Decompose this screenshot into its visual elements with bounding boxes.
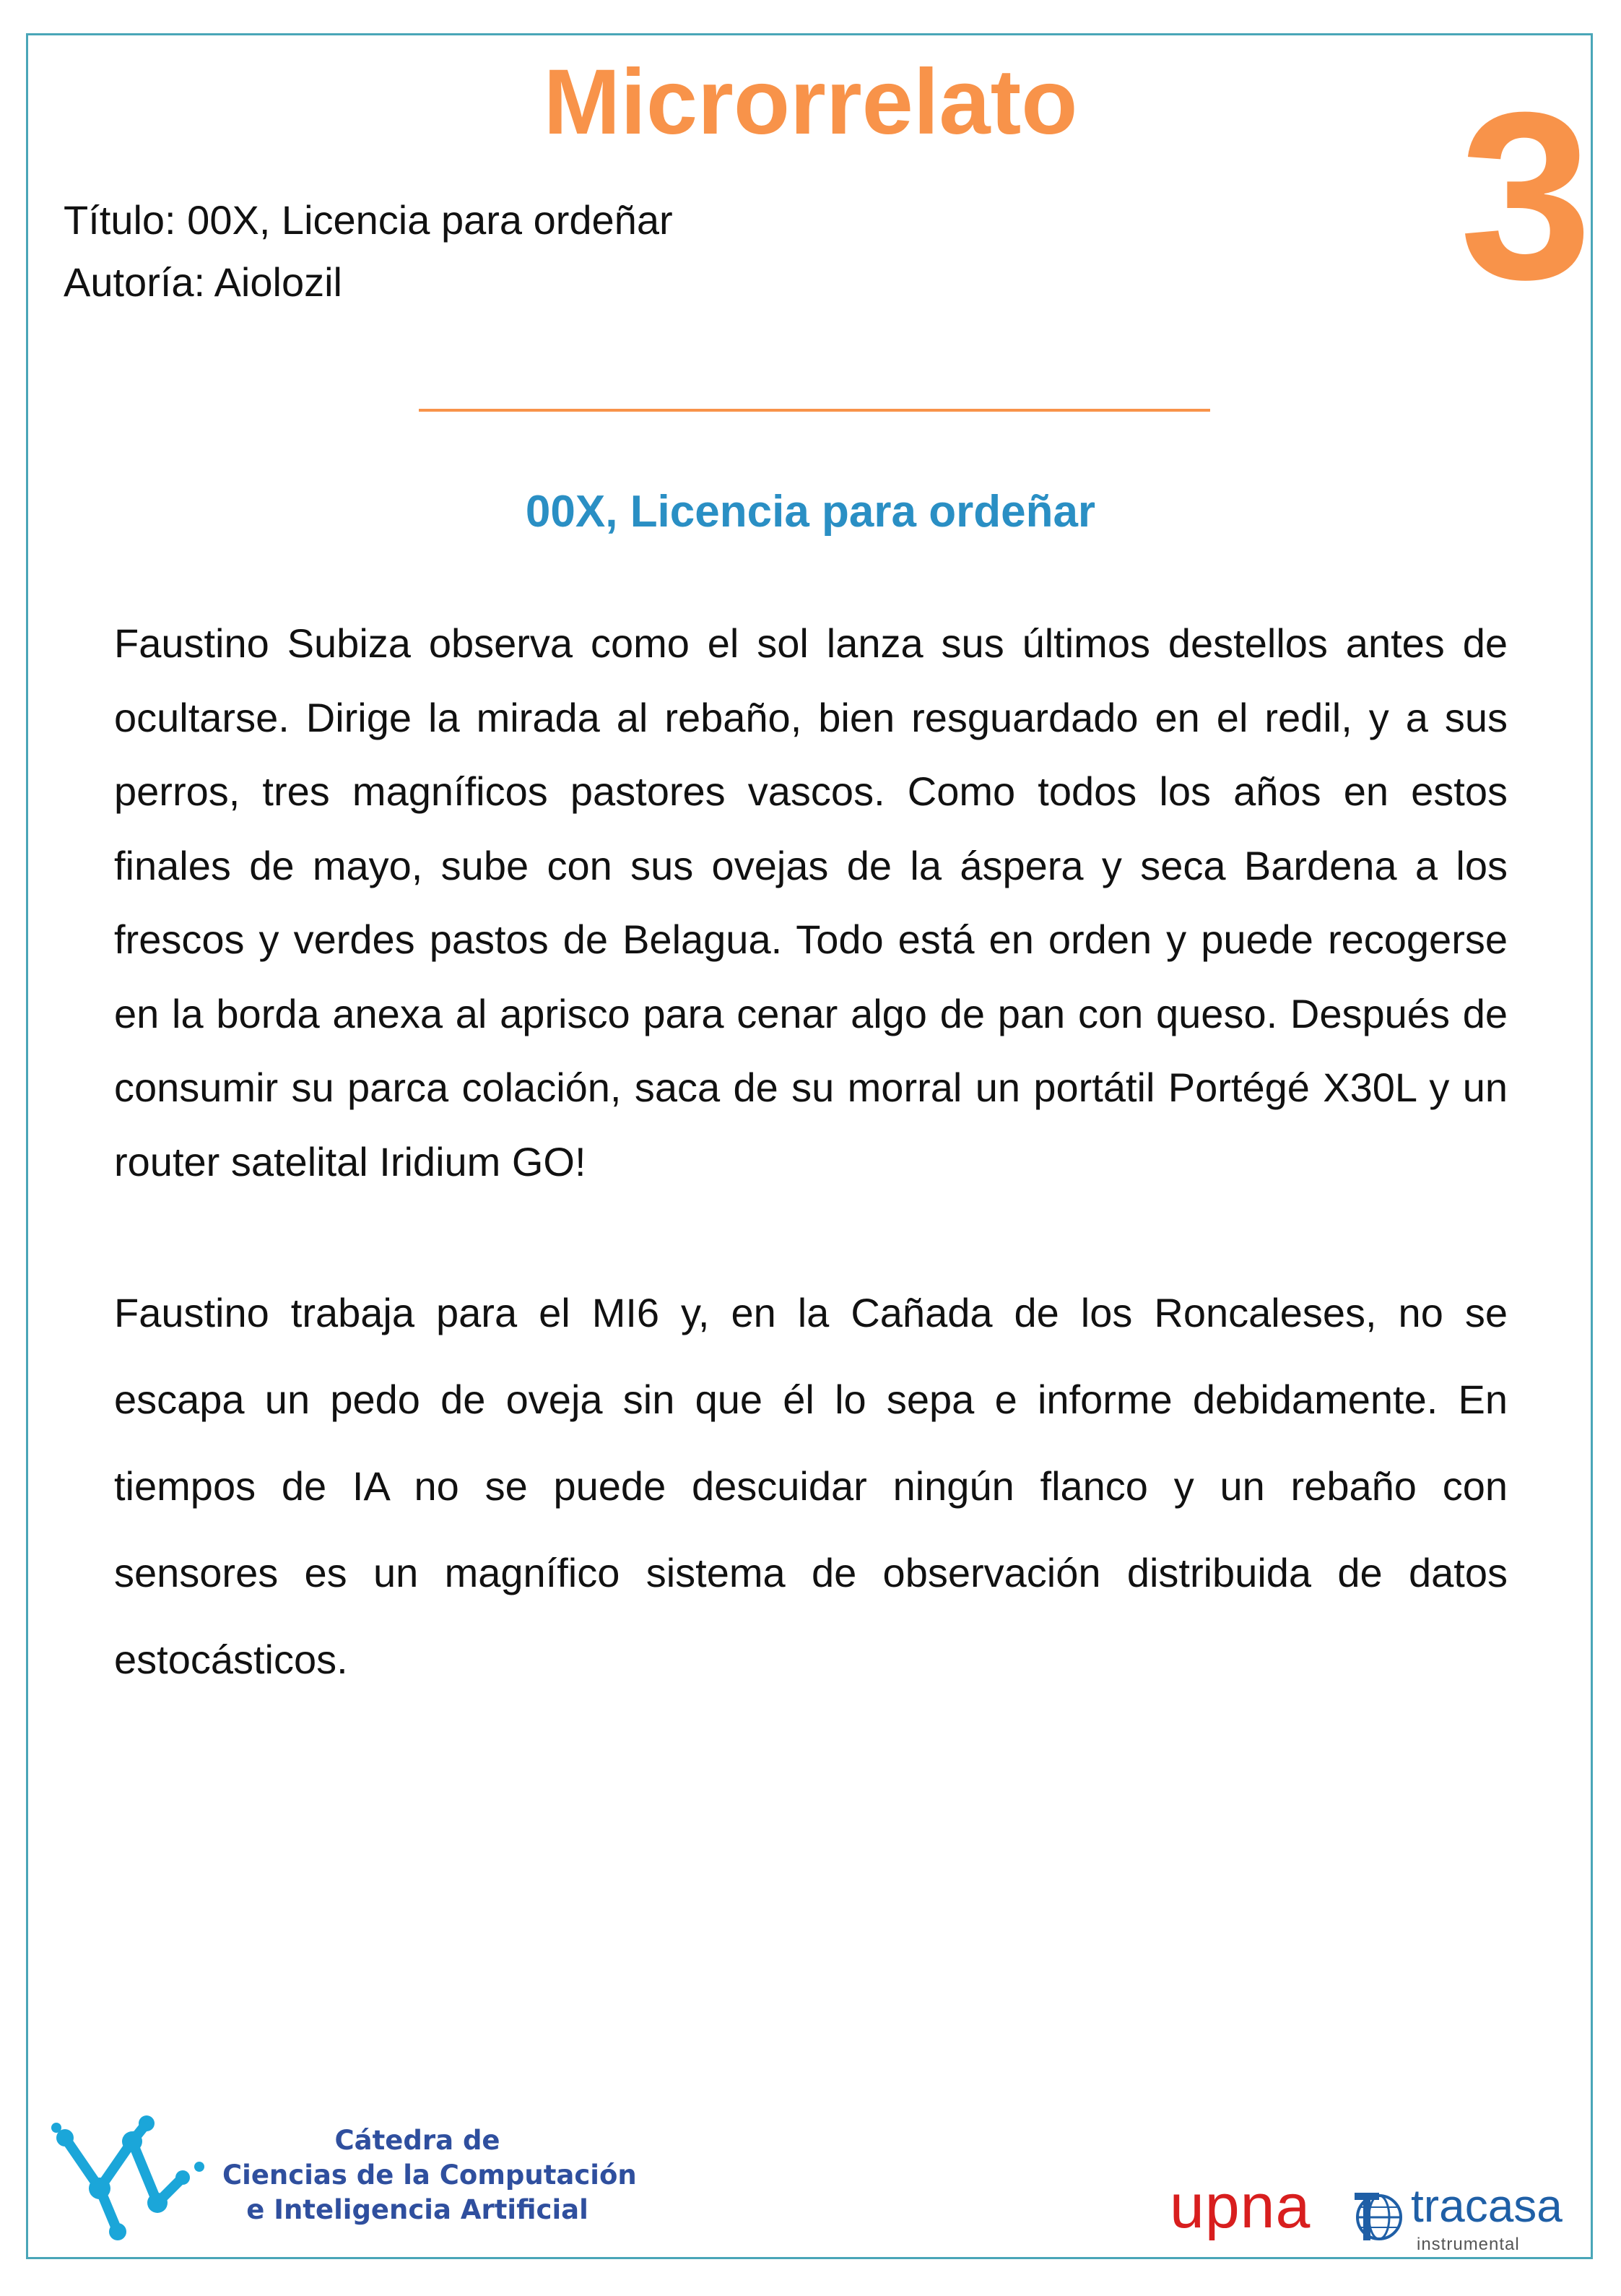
tracasa-logo xyxy=(1352,2180,1583,2259)
catedra-branding xyxy=(49,2109,637,2246)
story-metadata xyxy=(64,189,673,313)
story-number: 3 xyxy=(1459,62,1592,329)
story-paragraph-1: Faustino Subiza observa como el sol lanza sus últimos destellos antes de ocultarse. Dirige la mirada al rebaño, bien resguardado en el redil, y a sus perros, tres magníficos pastores vascos. Como todos los años en estos finales de mayo, sube con sus ovejas de la áspera y seca Bardena a los frescos y verdes pastos de Belagua. Todo está en orden y puede recogerse en la borda anexa al aprisco para cenar algo de pan con queso. Después de consumir su parca colación, saca de su morral un portátil Portégé X30L y un router satelital Iridium GO! xyxy=(114,620,1508,1184)
upna-logo: upna xyxy=(1170,2172,1311,2241)
catedra-line-2: Ciencias de la Computación xyxy=(222,2159,637,2191)
catedra-name xyxy=(222,2123,637,2227)
network-molecule-logo-icon xyxy=(49,2109,222,2246)
author-line: Autoría: Aiolozil xyxy=(64,259,342,305)
tracasa-subtitle: instrumental xyxy=(1417,2235,1520,2254)
divider xyxy=(419,409,1210,412)
document-type-title: Microrrelato xyxy=(543,51,1078,154)
tracasa-wordmark: tracasa xyxy=(1411,2180,1563,2232)
tracasa-globe-logo-icon xyxy=(1352,2188,1407,2243)
title-line: Título: 00X, Licencia para ordeñar xyxy=(64,197,673,243)
catedra-line-3: e Inteligencia Artificial xyxy=(246,2194,588,2225)
story-paragraph-2: Faustino trabaja para el MI6 y, en la Cañada de los Roncaleses, no se escapa un pedo de oveja sin que él lo sepa e informe debidamente. En tiempos de IA no se puede descuidar ningún flanco y un rebaño con sensores es un magnífico sistema de observación distribuida de datos estocásticos. xyxy=(114,1290,1508,1682)
catedra-line-1: Cátedra de xyxy=(334,2125,500,2156)
story-title: 00X, Licencia para ordeñar xyxy=(525,487,1096,537)
